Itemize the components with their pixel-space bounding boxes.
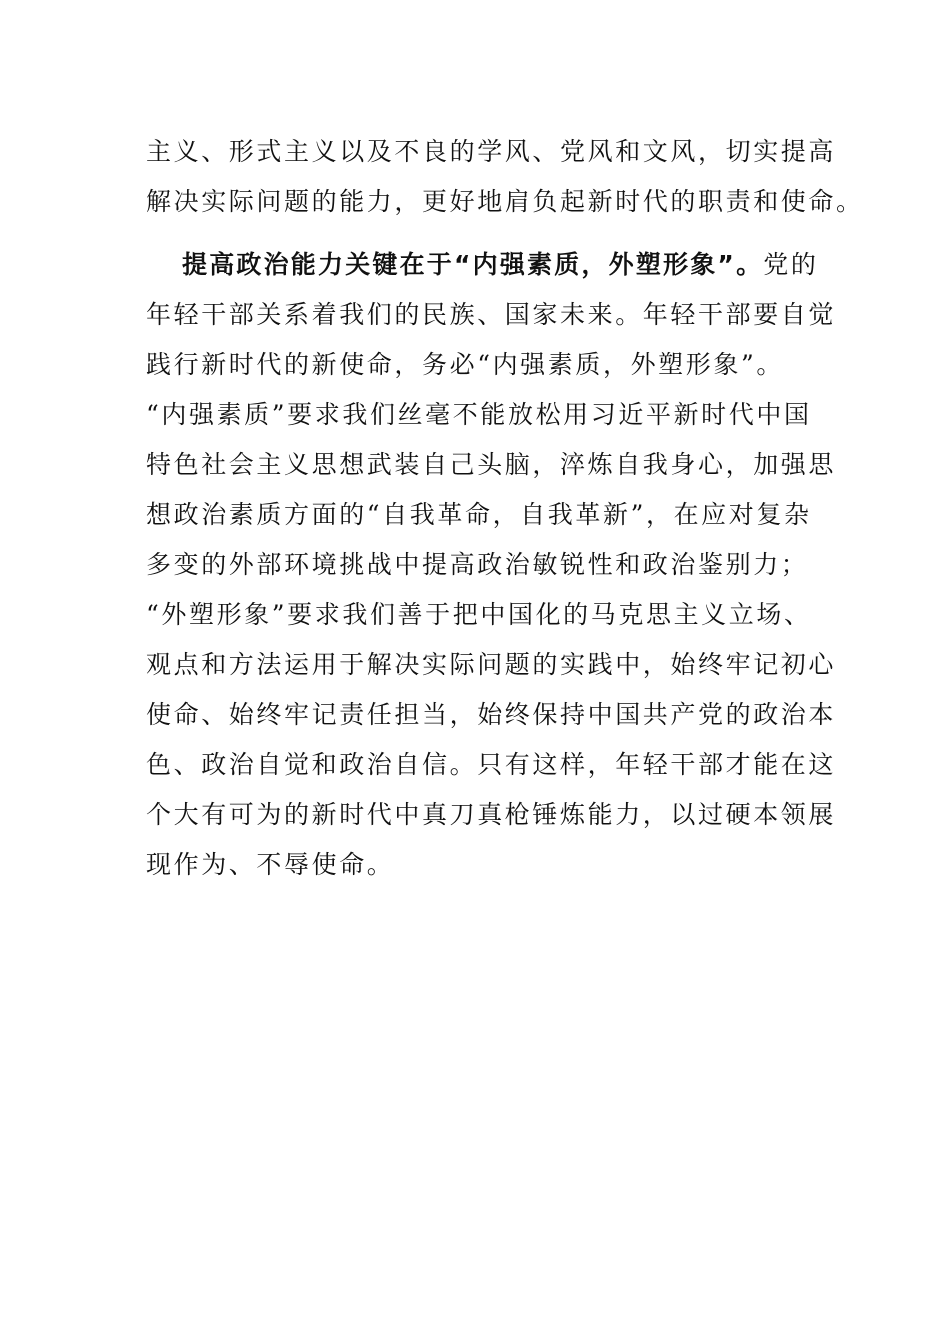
paragraph-line: “内强素质”要求我们丝毫不能放松用习近平新时代中国 xyxy=(146,400,812,429)
lead-continuation: 党的 xyxy=(763,250,819,279)
paragraph-line: 践行新时代的新使命，务必“内强素质，外塑形象”。 xyxy=(146,350,784,379)
paragraph-line: 特色社会主义思想武装自己头脑，淬炼自我身心，加强思 xyxy=(146,450,837,479)
paragraph-line: 现作为、不辱使命。 xyxy=(146,850,395,879)
paragraph-line: 年轻干部关系着我们的民族、国家未来。年轻干部要自觉 xyxy=(146,300,837,329)
paragraph-line: 色、政治自觉和政治自信。只有这样，年轻干部才能在这 xyxy=(146,750,837,779)
paragraph-line: 观点和方法运用于解决实际问题的实践中，始终牢记初心 xyxy=(146,650,837,679)
paragraph-line: 主义、形式主义以及不良的学风、党风和文风，切实提高 xyxy=(146,137,837,166)
paragraph-2 xyxy=(146,240,837,890)
paragraph-line: 多变的外部环境挑战中提高政治敏锐性和政治鉴别力； xyxy=(146,550,809,579)
paragraph-line: 使命、始终牢记责任担当，始终保持中国共产党的政治本 xyxy=(146,700,837,729)
paragraph-line: 个大有可为的新时代中真刀真枪锤炼能力，以过硬本领展 xyxy=(146,800,837,829)
paragraph-line: 解决实际问题的能力，更好地肩负起新时代的职责和使命。 xyxy=(146,187,864,216)
paragraph-line: “外塑形象”要求我们善于把中国化的马克思主义立场、 xyxy=(146,600,812,629)
paragraph-lead-line xyxy=(146,240,819,290)
paragraph-1 xyxy=(146,127,864,227)
paragraph-line: 想政治素质方面的“自我革命，自我革新”，在应对复杂 xyxy=(146,500,812,529)
bold-heading-sentence: 提高政治能力关键在于“内强素质，外塑形象”。 xyxy=(182,250,764,279)
